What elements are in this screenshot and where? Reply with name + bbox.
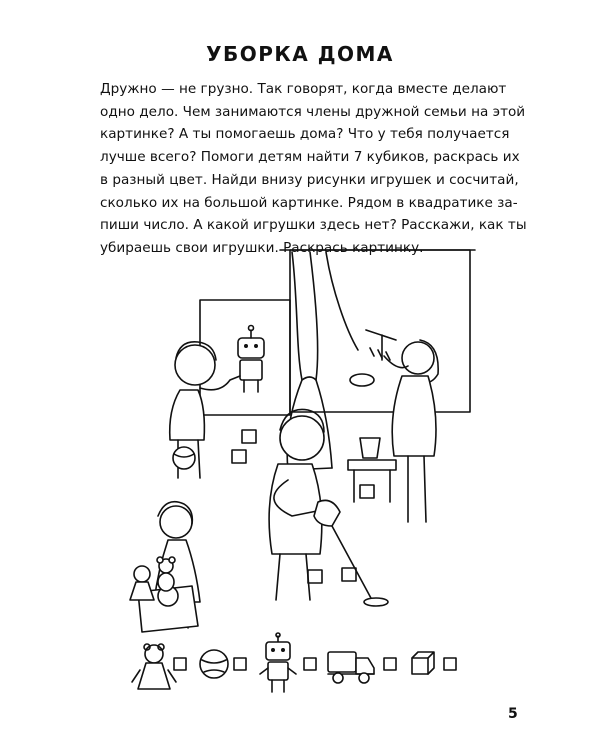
paragraph-line: одно дело. Чем занимаются члены дружной семьи на этой — [100, 103, 526, 120]
doll-icon — [132, 644, 176, 689]
paragraph-line: Дружно — не грузно. Так говорят, когда вместе делают — [100, 81, 507, 97]
paragraph-line: пиши число. А какой игрушки здесь нет? Расскажи, как ты — [100, 217, 527, 234]
paragraph-line: лучше всего? Помоги детям найти 7 кубиков, раскрась их — [100, 149, 520, 166]
answer-box-icon — [234, 658, 246, 670]
paragraph-line: убираешь свои игрушки. Раскрась картинку. — [100, 239, 424, 256]
cube-icon — [232, 450, 246, 463]
paragraph-line: сколько их на большой картинке. Рядом в квадратике за- — [100, 194, 518, 211]
doll-icon — [130, 566, 154, 600]
cube-icon — [360, 485, 374, 498]
answer-box-icon — [304, 658, 316, 670]
ball-icon — [200, 650, 228, 678]
children-cleaning-illustration — [120, 240, 480, 640]
answer-box-icon — [174, 658, 186, 670]
task-paragraph — [100, 78, 527, 260]
cube-icon — [242, 430, 256, 443]
toy-counting-strip — [130, 630, 470, 700]
paragraph-line: в разный цвет. Найди внизу рисунки игрушек и сосчитай, — [100, 171, 519, 188]
window-icon — [280, 250, 475, 412]
cube-icon — [308, 570, 322, 583]
page-title: УБОРКА ДОМА — [206, 42, 394, 66]
answer-box-icon — [384, 658, 396, 670]
truck-icon — [328, 652, 374, 683]
answer-box-icon — [444, 658, 456, 670]
robot-icon — [260, 633, 296, 692]
ball-icon — [173, 447, 195, 469]
cube-icon — [412, 652, 434, 674]
cube-icon — [342, 568, 356, 581]
page-number: 5 — [508, 706, 518, 722]
robot-icon — [238, 326, 264, 393]
paragraph-line: картинке? А ты помогаешь дома? Что у тебя получается — [100, 126, 510, 143]
squeegee-icon — [366, 330, 396, 360]
